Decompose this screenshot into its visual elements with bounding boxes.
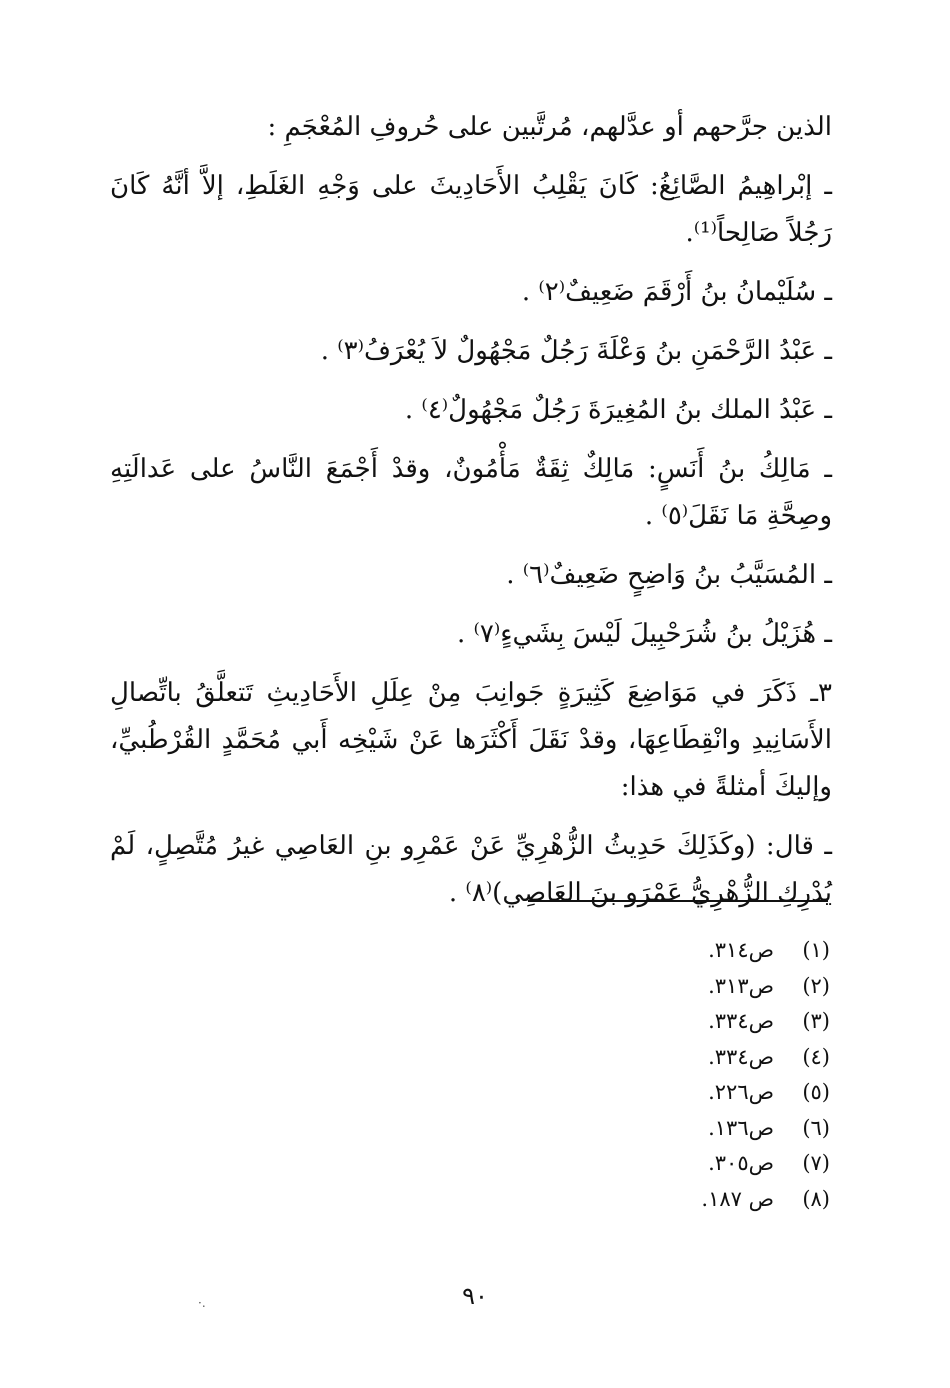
paragraph-entry-abdulrahman: ـ عَبْدُ الرَّحْمَنِ بنُ وَعْلَةَ رَجُلٌ مَجْهُولٌ لاَ يُعْرَفُ⁽٣⁾ . (320, 336, 832, 366)
footnote-text: ص٢٢٦. (708, 1080, 774, 1104)
footnote-text: ص٣٠٥. (708, 1151, 774, 1175)
paragraph-entry-abdulmalik: ـ عَبْدُ الملك بنُ المُغِيرَةَ رَجُلٌ مَجْهُولٌ⁽٤⁾ . (404, 395, 832, 425)
footnote-text: ص ١٨٧. (701, 1186, 774, 1211)
paragraph-intro: الذين جرَّحهم أو عدَّلهم، مُرتَّبين على حُروفِ المُعْجَمِ : (267, 112, 832, 142)
paragraph-entry-ibrahim: ـ إبْراهِيمُ الصَّائِغُ: كَانَ يَقْلِبُ الأَحَادِيثَ على وَجْهِ الغَلَطِ، إلاَّ أنَّهُ كَانَ رَجُلاً صَالِحاً⁽¹⁾. (110, 171, 832, 248)
footnote-2 (430, 969, 830, 1005)
footnote-number: (٤) (802, 1044, 830, 1069)
paragraph-entry-musayyab: ـ المُسَيَّبُ بنُ وَاضِحٍ ضَعِيفٌ⁽٦⁾ . (506, 560, 832, 590)
footnote-8 (430, 1182, 830, 1218)
footnote-7 (430, 1146, 830, 1182)
footnote-text: ص٣٣٤. (708, 1009, 774, 1033)
footnote-text: ص٣١٤. (708, 938, 774, 962)
footnote-number: (١) (802, 938, 830, 962)
footnote-3 (430, 1004, 830, 1040)
footnote-text: ص٣١٣. (708, 973, 774, 998)
paragraph-point-3: ٣ـ ذَكَرَ في مَوَاضِعَ كَثِيرَةٍ جَوانِبَ مِنْ عِلَلِ الأَحَادِيثِ تَتعلَّقُ باتِّصالِ الأَسَانِيدِ وانْقِطَاعِهَا، وقدْ نَقَلَ أَكْثَرَها عَنْ شَيْخِه أَبي مُحَمَّدٍ القُرْطُبيِّ، وإليكَ أمثلةً في هذا: (110, 678, 832, 802)
footnote-5 (430, 1075, 830, 1111)
main-text (110, 104, 832, 929)
footnote-1 (430, 933, 830, 969)
paragraph-entry-malik: ـ مَالِكُ بنُ أَنَسٍ: مَالِكٌ ثِقَةٌ مَأْمُونٌ، وقدْ أَجْمَعَ النَّاسُ على عَدالَتِهِ وصِحَّةِ مَا نَقَلَ⁽٥⁾ . (110, 454, 832, 531)
footnote-number: (٥) (802, 1080, 830, 1104)
footnote-number: (٦) (802, 1115, 830, 1140)
paragraph-entry-sulayman: ـ سُلَيْمانُ بنُ أَرْقَمَ ضَعِيفٌ⁽٢⁾ . (521, 277, 832, 307)
paragraph-quote: ـ قال: (وكَذَلِكَ حَدِيثُ الزُّهْرِيِّ عَنْ عَمْرِو بنِ العَاصِي غيرُ مُتَّصِلٍ، لَمْ يُدْرِكِ الزُّهْرِيُّ عَمْرَو بنَ العَاصِي)⁽٨⁾ . (110, 831, 832, 908)
footnotes (430, 933, 830, 1217)
footnote-text: ص٣٣٤. (708, 1044, 774, 1069)
footnote-text: ص١٣٦. (708, 1115, 774, 1140)
footnote-number: (٨) (802, 1186, 830, 1211)
footnote-number: (٢) (802, 973, 830, 998)
footnote-6 (430, 1111, 830, 1147)
footnote-number: (٧) (802, 1151, 830, 1175)
footnote-4 (430, 1040, 830, 1076)
scan-speck-mark: ·. (198, 1296, 206, 1310)
footnote-separator (528, 900, 828, 902)
paragraph-entry-huzayl: ـ هُزَيْلُ بنُ شُرَحْبِيلَ لَيْسَ بِشَيءٍ⁽٧⁾ . (456, 619, 832, 649)
footnote-number: (٣) (802, 1009, 830, 1033)
page-number: ٩٠ (462, 1282, 488, 1310)
